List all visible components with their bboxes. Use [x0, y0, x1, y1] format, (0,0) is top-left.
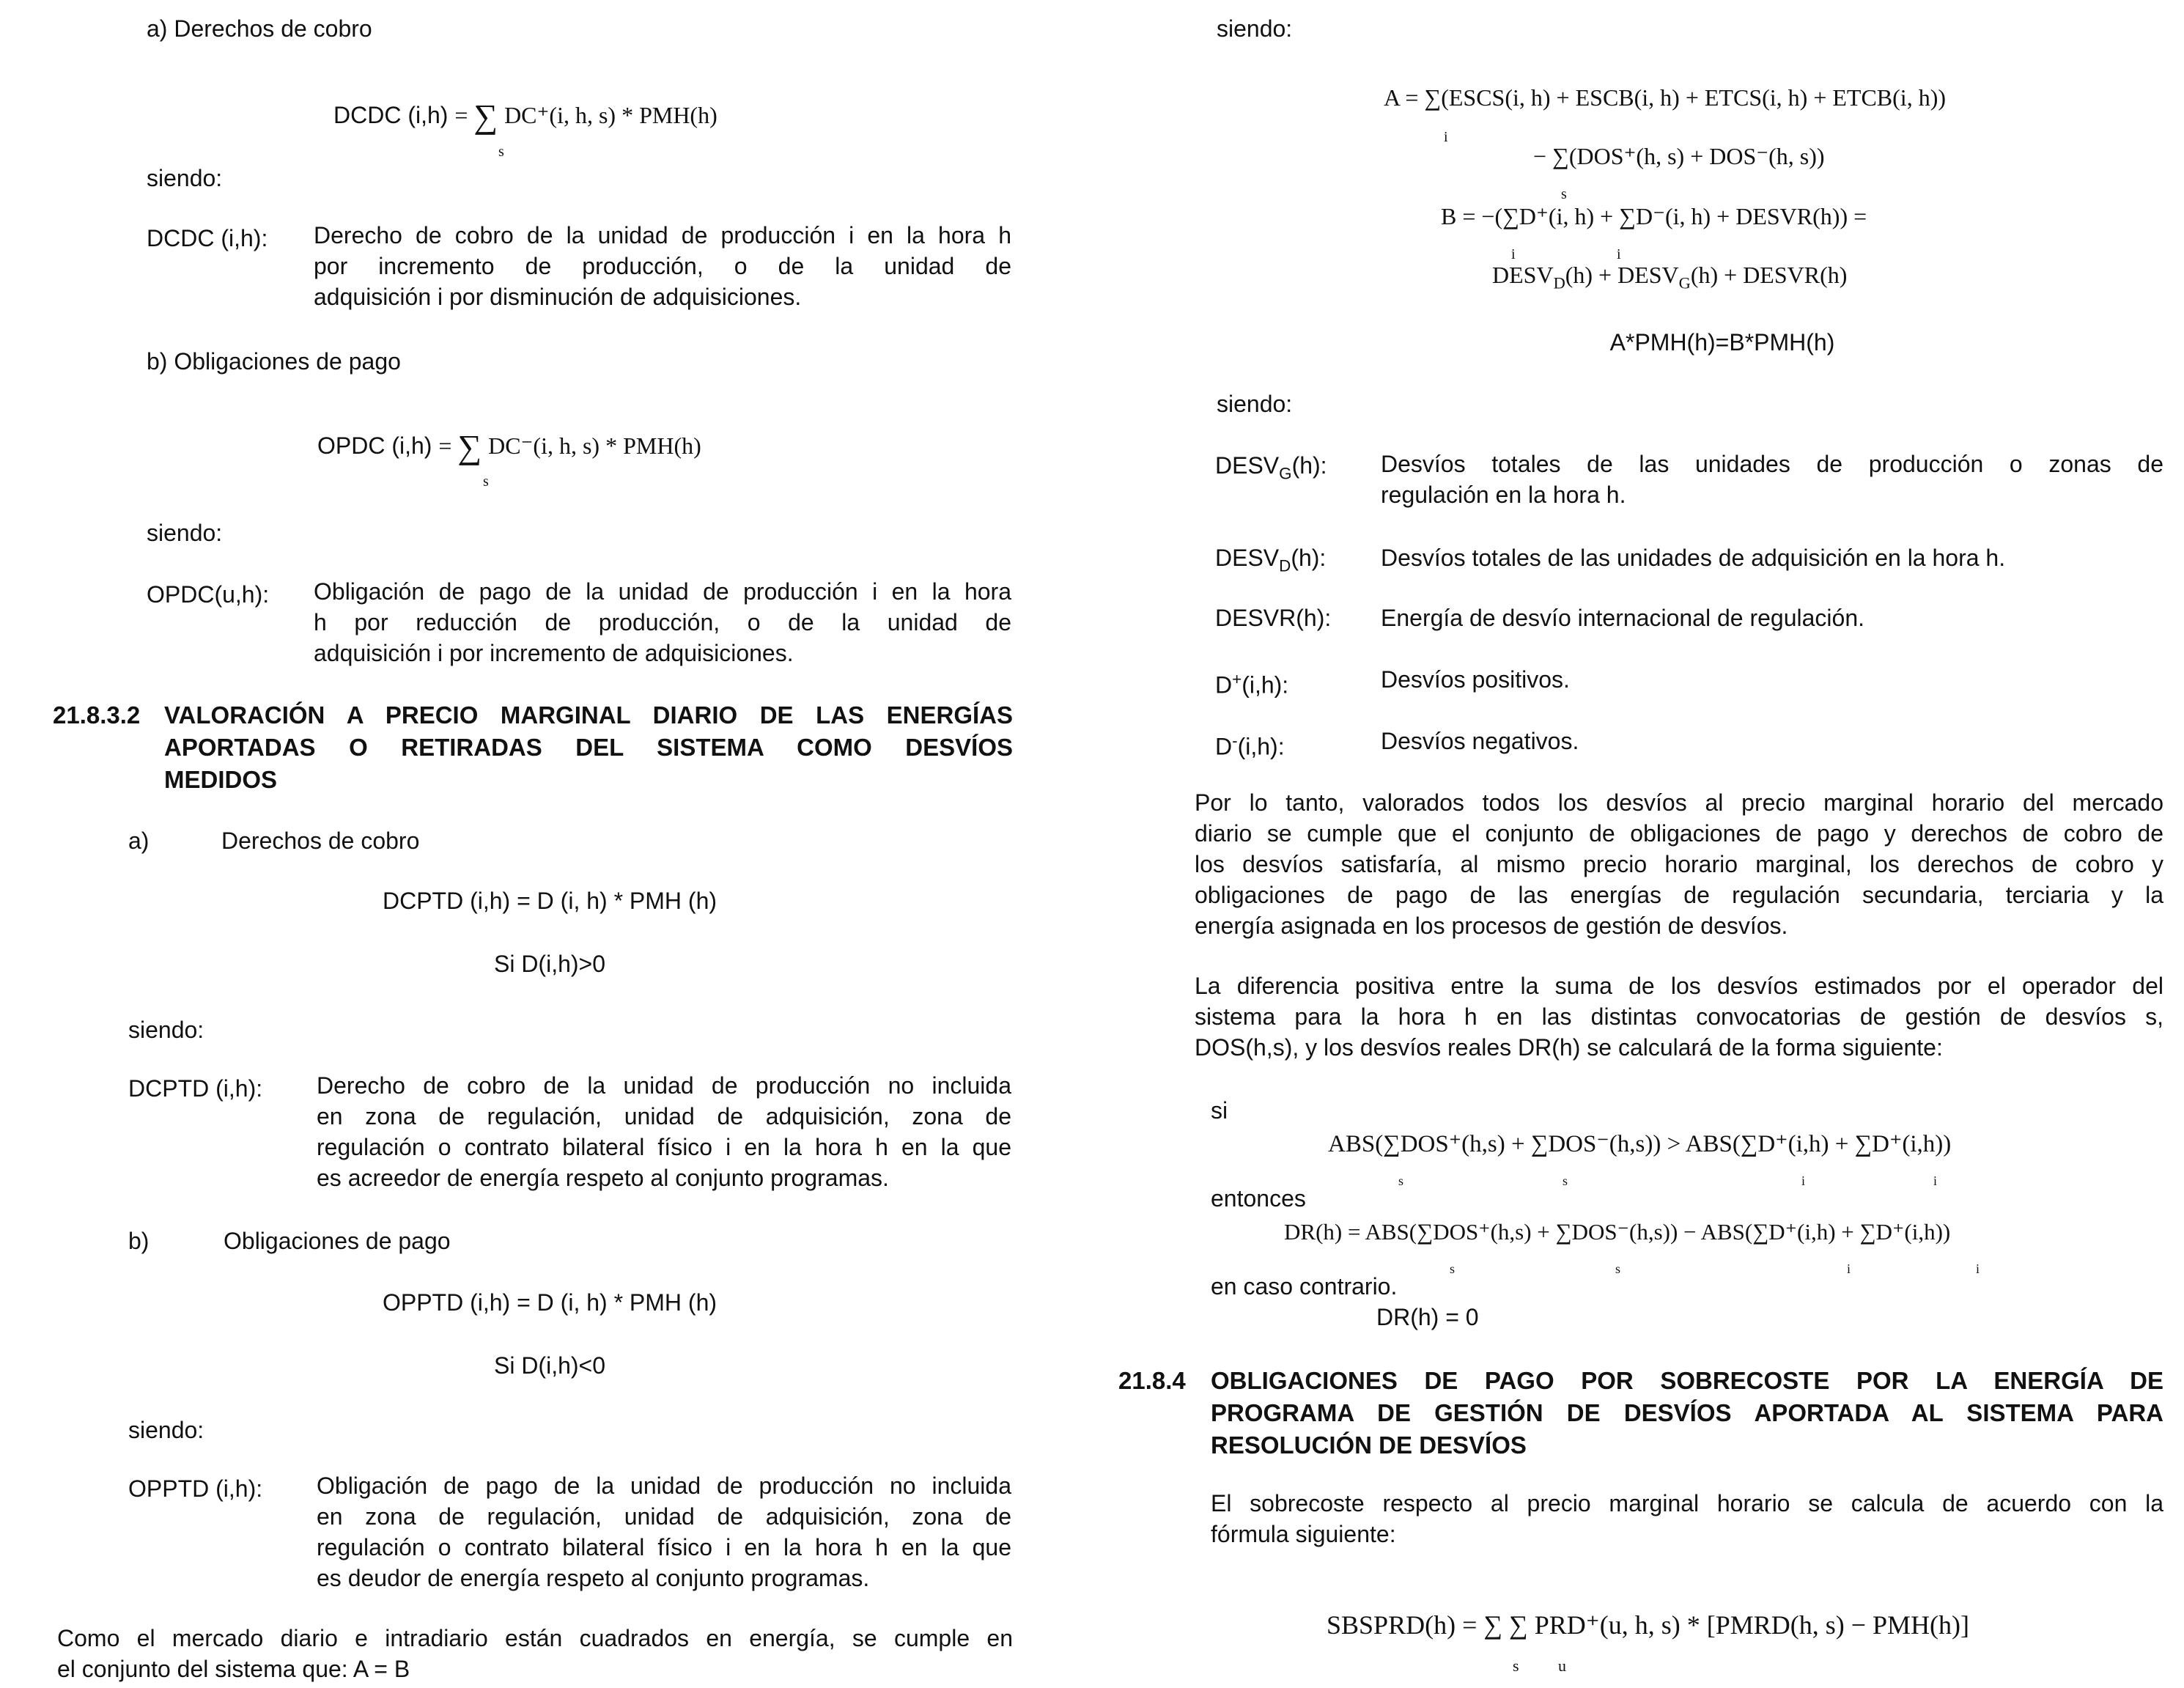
paragraph-por-lo-tanto: Por lo tanto, valorados todos los desvíos al precio marginal horario del mercado diario se cumple que el conjunto de obligaciones de pago y derechos de cobro de los desvíos satisfaría, al mismo precio horario marginal, los derechos de cobro y obligaciones de pago de las energías de regulación secundaria, terciaria y la energía asignada en los procesos de gestión de desvíos.: [1195, 789, 2163, 939]
condition-positive: Si D(i,h)>0: [493, 951, 606, 977]
section-heading-21-8-4: [1118, 1365, 2163, 1467]
condition-negative: Si D(i,h)<0: [493, 1352, 606, 1379]
paragraph-diferencia: La diferencia positiva entre la suma de los desvíos estimados por el operador del sistema para la hora h en las distintas convocatorias de gestión de desvíos s, DOS(h,s), y los desvíos reales DR(h) se calculará de la forma siguiente:: [1195, 973, 2163, 1061]
siendo-label: siendo:: [128, 1017, 204, 1043]
subheading-obligaciones-pago: Obligaciones de pago: [224, 1228, 451, 1254]
section-number: 21.8.3.2: [53, 701, 141, 729]
sum-index-i: i: [1801, 1173, 1806, 1188]
formula-dcptd: DCPTD (i,h) = D (i, h) * PMH (h): [382, 888, 717, 914]
term-dcdc: DCDC (i,h):: [147, 225, 268, 251]
section-heading-21-8-3-2: [53, 699, 1013, 802]
label-en-caso-contrario: en caso contrario.: [1211, 1273, 1398, 1300]
sum-index-i: i: [1976, 1261, 1980, 1276]
siendo-label: siendo:: [128, 1417, 204, 1443]
term-desvr: DESVR(h):: [1215, 605, 1332, 631]
formula-dcdc-lhs: DCDC (i,h): [333, 102, 449, 128]
sum-index-i: i: [1933, 1173, 1938, 1188]
definition-desvr: Energía de desvío internacional de regulación.: [1381, 605, 1864, 631]
formula-opdc: OPDC (i,h) = ∑ DC⁻(i, h, s) * PMH(h): [317, 428, 701, 465]
term-opdc: OPDC(u,h):: [147, 581, 270, 608]
sum-index-i: i: [1617, 246, 1621, 262]
paragraph-cuadrados: Como el mercado diario e intradiario están cuadrados en energía, se cumple en el conjunto del sistema que: A = B: [57, 1625, 1013, 1682]
subheading-derechos-cobro: Derechos de cobro: [221, 828, 420, 854]
section-title: OBLIGACIONES DE PAGO POR SOBRECOSTE POR LA ENERGÍA DE PROGRAMA DE GESTIÓN DE DESVÍOS APORTADA AL SISTEMA PARA RESOLUCIÓN DE DESVÍOS: [1211, 1367, 2163, 1459]
sum-index-s: s: [1398, 1173, 1404, 1188]
definition-d-positive: Desvíos positivos.: [1381, 666, 1570, 693]
definition-dcdc: Derecho de cobro de la unidad de producción i en la hora h por incremento de producción, o de la unidad de adquisición i por disminución de adquisiciones.: [314, 222, 1011, 310]
equation-b-line2: $DESV_D(h)$ + $DESV_G(h)$ + DESVR(h): [1492, 262, 1848, 292]
sum-index-u: u: [1558, 1656, 1566, 1675]
sum-index-s: s: [1615, 1261, 1621, 1276]
sum-index-i: i: [1511, 246, 1516, 262]
sum-index-s: s: [1450, 1261, 1456, 1276]
siendo-label: siendo:: [1217, 391, 1293, 417]
sum-index-i: i: [1847, 1261, 1851, 1276]
summation-icon: ∑: [473, 97, 498, 135]
formula-dcdc: DCDC (i,h) = ∑ DC⁺(i, h, s) * PMH(h): [333, 97, 717, 135]
term-d-positive: D+(i,h):: [1215, 670, 1289, 699]
label-entonces: entonces: [1211, 1185, 1306, 1212]
siendo-label: siendo:: [147, 520, 223, 546]
subheading-derechos-cobro: a) Derechos de cobro: [147, 15, 372, 42]
sum-index-s: s: [1563, 1173, 1568, 1188]
formula-opdc-rhs: DC⁻(i, h, s) * PMH(h): [488, 432, 701, 459]
equation-a-line1: A = ∑(ESCS(i, h) + ESCB(i, h) + ETCS(i, h) + ETCB(i, h)): [1384, 84, 1946, 111]
definition-dcptd: Derecho de cobro de la unidad de producción no incluida en zona de regulación, unidad de adquisición, zona de regulación o contrato bilateral físico i en la hora h en la que es acreedor de energía respeto al conjunto programas.: [317, 1072, 1011, 1191]
definition-d-negative: Desvíos negativos.: [1381, 728, 1579, 754]
siendo-label: siendo:: [147, 165, 223, 191]
sum-index-s: s: [1513, 1656, 1519, 1675]
sum-index-s: s: [483, 473, 489, 490]
term-desv-g: $DESV_G(h)$:: [1215, 452, 1327, 483]
paragraph-sobrecoste: El sobrecoste respecto al precio marginal horario se calcula de acuerdo con la fórmula siguiente:: [1211, 1490, 2163, 1547]
list-letter-a: a): [128, 828, 150, 854]
term-opptd: OPPTD (i,h):: [128, 1475, 263, 1502]
equation-a-equals-b: A*PMH(h)=B*PMH(h): [1609, 329, 1835, 355]
definition-opdc: Obligación de pago de la unidad de producción i en la hora h por reducción de producción, o de la unidad de adquisición i por incremento de adquisiciones.: [314, 578, 1011, 666]
equation-dr: DR(h) = ABS(∑DOS⁺(h,s) + ∑DOS⁻(h,s)) − ABS(∑D⁺(i,h) + ∑D⁺(i,h)): [1284, 1219, 1951, 1245]
subheading-obligaciones-pago: b) Obligaciones de pago: [147, 348, 401, 375]
definition-desv-g: Desvíos totales de las unidades de producción o zonas de regulación en la hora h.: [1381, 451, 2163, 508]
equation-dr-zero: DR(h) = 0: [1376, 1304, 1479, 1330]
sum-index-s: s: [498, 144, 504, 160]
siendo-label: siendo:: [1217, 15, 1293, 42]
equation-a-line2: − ∑(DOS⁺(h, s) + DOS⁻(h, s)): [1533, 143, 1825, 169]
definition-opptd: Obligación de pago de la unidad de producción no incluida en zona de regulación, unidad de adquisición, zona de regulación o contrato bilateral físico i en la hora h en la que es deudor de energía respeto al conjunto programas.: [317, 1473, 1011, 1591]
equation-condition: ABS(∑DOS⁺(h,s) + ∑DOS⁻(h,s)) > ABS(∑D⁺(i,h) + ∑D⁺(i,h)): [1328, 1131, 1952, 1157]
section-title: VALORACIÓN A PRECIO MARGINAL DIARIO DE LAS ENERGÍAS APORTADAS O RETIRADAS DEL SISTEMA COMO DESVÍOS MEDIDOS: [164, 701, 1013, 793]
term-desv-d: $DESV_D(h)$:: [1215, 545, 1327, 575]
formula-opptd: OPPTD (i,h) = D (i, h) * PMH (h): [382, 1289, 717, 1316]
label-si: si: [1211, 1097, 1228, 1124]
equation-sbsprd: SBSPRD(h) = ∑ ∑ PRD⁺(u, h, s) * [PMRD(h, s) − PMH(h)]: [1327, 1610, 1970, 1640]
summation-icon: ∑: [457, 428, 482, 465]
sum-index-s: s: [1561, 186, 1567, 202]
section-number: 21.8.4: [1118, 1367, 1186, 1394]
list-letter-b: b): [128, 1228, 150, 1254]
term-dcptd: DCPTD (i,h):: [128, 1075, 263, 1102]
equation-b-line1: B = −(∑D⁺(i, h) + ∑D⁻(i, h) + DESVR(h)) =: [1441, 203, 1867, 229]
term-d-negative: D-(i,h):: [1215, 731, 1285, 760]
formula-opdc-lhs: OPDC (i,h): [317, 432, 432, 459]
sum-index-i: i: [1444, 129, 1448, 145]
definition-desv-d: Desvíos totales de las unidades de adquisición en la hora h.: [1381, 545, 2006, 571]
formula-dcdc-rhs: DC⁺(i, h, s) * PMH(h): [504, 102, 717, 128]
